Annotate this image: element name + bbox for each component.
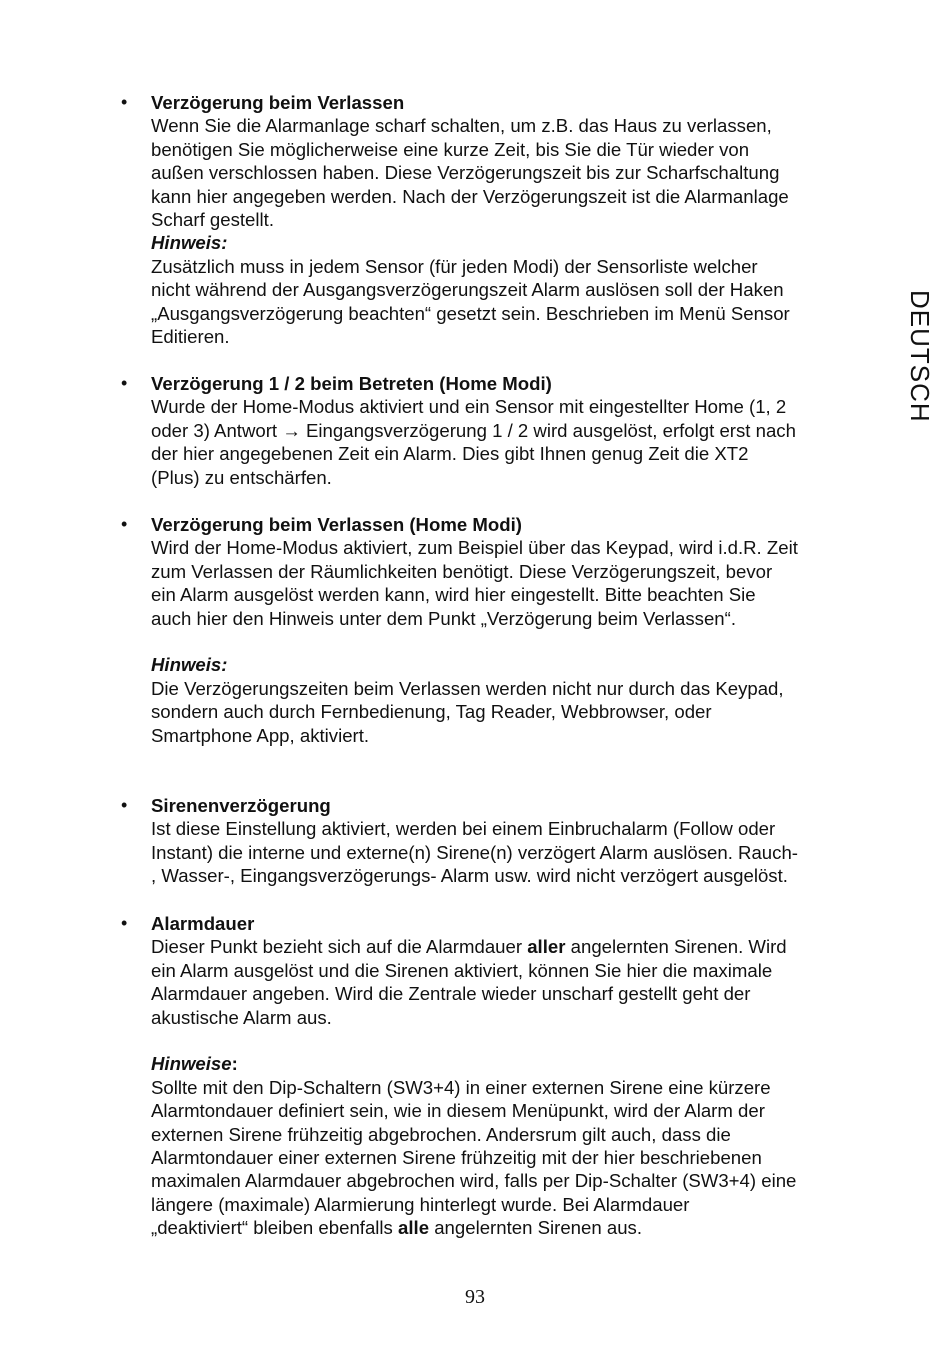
bullet-icon: • <box>121 92 128 112</box>
hint-text: Zusätzlich muss in jedem Sensor (für jeden Modi) der Sensorliste welcher nicht während der Ausgangsverzögerungszeit Alarm auslösen soll der Haken „Ausgangsverzögerung beachten“ gesetzt sein. Beschrieben im Menü Sensor Editieren. <box>151 255 790 348</box>
hint-label: Hinweis: <box>151 232 228 254</box>
hint-label-text: Hinweise <box>151 1053 232 1075</box>
section-paragraph: Wird der Home-Modus aktiviert, zum Beispiel über das Keypad, wird i.d.R. Zeit zum Verlassen der Räumlichkeiten benötigt. Diese Verzögerungszeit, bevor ein Alarm ausgelöst werden kann, wird hier eingestellt. Bitte beachten Sie auch hier den Hinweis unter dem Punkt „Verzögerung beim Verlassen“. <box>151 537 798 629</box>
hint-text-part: angelernten Sirenen aus. <box>429 1217 642 1239</box>
section-heading: Verzögerung 1 / 2 beim Betreten (Home Modi) <box>151 373 552 394</box>
hint-colon: : <box>231 1053 238 1075</box>
section-paragraph: Ist diese Einstellung aktiviert, werden bei einem Einbruchalarm (Follow oder Instant) die interne und externe(n) Sirene(n) verzögert Alarm auslösen. Rauch- , Wasser-, Eingangsverzögerungs- Alarm usw. wird nicht verzögert ausgelöst. <box>151 818 798 887</box>
emphasis-text: alle <box>398 1217 430 1239</box>
emphasis-text: aller <box>527 936 566 958</box>
section-paragraph: Wurde der Home-Modus aktiviert und ein Sensor mit eingestellter Home (1, 2 oder 3) Antwort → Eingangsverzögerung 1 / 2 wird ausgelöst, erfolgt erst nach der hier angegebenen Zeit ein Alarm. Dies gibt Ihnen genug Zeit die XT2 (Plus) zu entschärfen. <box>151 396 796 488</box>
section-paragraph: Wenn Sie die Alarmanlage scharf schalten, um z.B. das Haus zu verlassen, benötigen Sie möglicherweise eine kurze Zeit, bis Sie die Tür wieder von außen verschlossen haben. Diese Verzögerungszeit bis zur Scharfschaltung kann hier angegeben werden. Nach der Verzögerungszeit ist die Alarmanlage Scharf gestellt. <box>151 115 789 231</box>
bullet-icon: • <box>121 373 128 393</box>
section-heading: Sirenenverzögerung <box>151 795 331 816</box>
hint-label <box>151 1052 863 1075</box>
hint-label: Hinweis: <box>151 654 228 676</box>
spacer <box>151 1029 863 1052</box>
spacer <box>151 630 863 653</box>
bullet-icon: • <box>121 913 128 933</box>
section-exit-delay-home <box>121 513 863 747</box>
section-entry-delay-home <box>121 372 863 489</box>
bullet-icon: • <box>121 514 128 534</box>
paragraph-text: angelernten Sirenen. Wird ein Alarm ausgelöst und die Sirenen aktiviert, können Sie hier die maximale Alarmdauer angeben. Wird die Zentrale wieder unscharf gestellt geht der akustische Alarm aus. <box>151 936 787 1028</box>
hint-text: Die Verzögerungszeiten beim Verlassen werden nicht nur durch das Keypad, sondern auch durch Fernbedienung, Tag Reader, Webbrowser, oder Smartphone App, aktiviert. <box>151 677 784 746</box>
section-siren-delay <box>121 794 863 888</box>
section-paragraph <box>151 935 863 1029</box>
bullet-icon: • <box>121 795 128 815</box>
page-number: 93 <box>465 1286 485 1308</box>
section-heading: Alarmdauer <box>151 913 255 934</box>
hint-text <box>151 1076 863 1240</box>
language-side-label: DEUTSCH <box>905 290 935 423</box>
section-alarm-duration <box>121 912 863 1240</box>
section-heading: Verzögerung beim Verlassen (Home Modi) <box>151 514 522 535</box>
hint-text-part: Sollte mit den Dip-Schaltern (SW3+4) in einer externen Sirene eine kürzere Alarmtondauer definiert sein, wie in diesem Menüpunkt, wird der Alarm der externen Sirene frühzeitig abgebrochen. Andersrum gilt auch, dass die Alarmtondauer einer externen Sirene frühzeitig mit der hier beschriebenen maximalen Alarmdauer abgebrochen wird, falls per Dip-Schalter (SW3+4) eine längere (maximale) Alarmierung hinterlegt wurde. Bei Alarmdauer „deaktiviert“ bleiben ebenfalls <box>151 1076 797 1239</box>
paragraph-text: Dieser Punkt bezieht sich auf die Alarmdauer <box>151 936 528 958</box>
section-exit-delay <box>121 91 863 348</box>
section-heading: Verzögerung beim Verlassen <box>151 92 405 113</box>
